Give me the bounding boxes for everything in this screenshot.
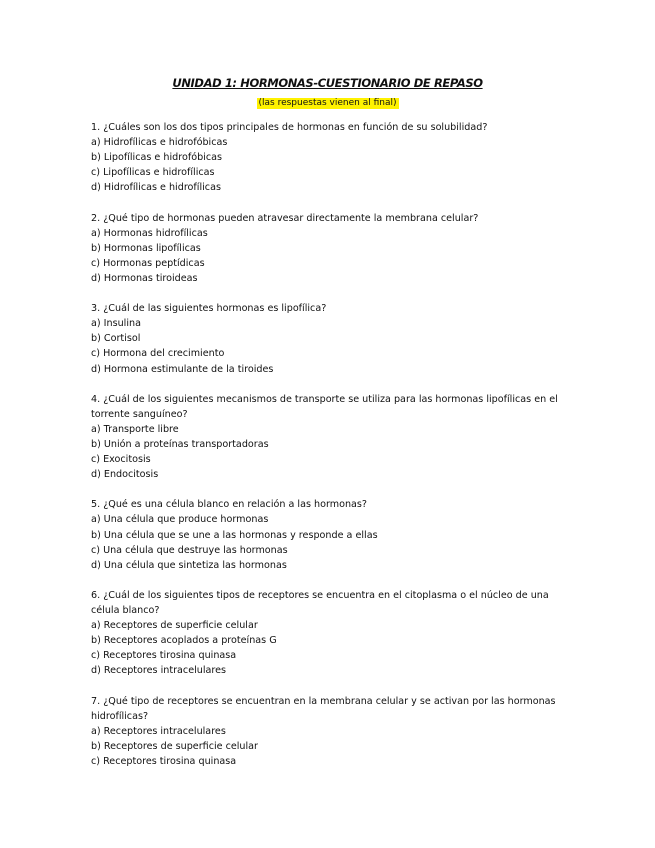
question-4	[91, 392, 561, 483]
question-text: 1. ¿Cuáles son los dos tipos principales de hormonas en función de su solubilidad?	[91, 122, 488, 133]
questionnaire	[91, 120, 561, 784]
question-text: 7. ¿Qué tipo de receptores se encuentran en la membrana celular y se activan por las hormonas hidrofílicas?	[91, 695, 556, 722]
option-b: b) Unión a proteínas transportadoras	[91, 438, 269, 450]
option-c: c) Lipofílicas e hidrofílicas	[91, 167, 215, 179]
option-d: d) Endocitosis	[91, 469, 159, 481]
question-2	[91, 211, 561, 286]
option-a: a) Insulina	[91, 318, 141, 330]
option-d: d) Hormona estimulante de la tiroides	[91, 363, 274, 375]
option-b: b) Hormonas lipofílicas	[91, 242, 201, 254]
option-b: b) Una célula que se une a las hormonas y responde a ellas	[91, 529, 378, 541]
option-a: a) Receptores intracelulares	[91, 725, 226, 737]
option-b: b) Receptores acoplados a proteínas G	[91, 635, 277, 647]
option-d: d) Hormonas tiroideas	[91, 272, 198, 284]
question-1	[91, 120, 561, 195]
option-d: d) Receptores intracelulares	[91, 665, 227, 677]
option-a: a) Receptores de superficie celular	[91, 620, 258, 632]
option-a: a) Hormonas hidrofílicas	[91, 227, 208, 239]
option-c: c) Hormona del crecimiento	[91, 348, 225, 360]
option-c: c) Receptores tirosina quinasa	[91, 755, 237, 767]
option-b: b) Cortisol	[91, 333, 141, 345]
document-title: UNIDAD 1: HORMONAS-CUESTIONARIO DE REPASO	[172, 76, 483, 90]
question-6	[91, 588, 561, 679]
question-7	[91, 694, 561, 769]
question-text: 2. ¿Qué tipo de hormonas pueden atravesar directamente la membrana celular?	[91, 212, 479, 224]
question-text: 5. ¿Qué es una célula blanco en relación a las hormonas?	[91, 499, 368, 511]
option-d: d) Una célula que sintetiza las hormonas	[91, 559, 287, 571]
option-a: a) Transporte libre	[91, 423, 179, 435]
question-5	[91, 497, 561, 572]
document-subtitle: (las respuestas vienen al final)	[258, 98, 397, 108]
question-text: 4. ¿Cuál de los siguientes mecanismos de transporte se utiliza para las hormonas lipofílicas en el torrente sanguíneo?	[91, 393, 558, 420]
question-text: 6. ¿Cuál de los siguientes tipos de receptores se encuentra en el citoplasma o el núcleo de una célula blanco?	[91, 589, 549, 616]
option-c: c) Exocitosis	[91, 454, 151, 466]
option-b: b) Receptores de superficie celular	[91, 740, 259, 752]
option-c: c) Receptores tirosina quinasa	[91, 650, 237, 662]
question-3	[91, 301, 561, 376]
option-a: a) Una célula que produce hormonas	[91, 514, 269, 526]
option-d: d) Hidrofílicas e hidrofílicas	[91, 182, 221, 194]
option-b: b) Lipofílicas e hidrofóbicas	[91, 152, 222, 164]
option-c: c) Hormonas peptídicas	[91, 257, 205, 269]
title-block	[0, 76, 655, 109]
option-a: a) Hidrofílicas e hidrofóbicas	[91, 137, 228, 149]
option-c: c) Una célula que destruye las hormonas	[91, 544, 288, 556]
question-text: 3. ¿Cuál de las siguientes hormonas es lipofílica?	[91, 303, 327, 315]
